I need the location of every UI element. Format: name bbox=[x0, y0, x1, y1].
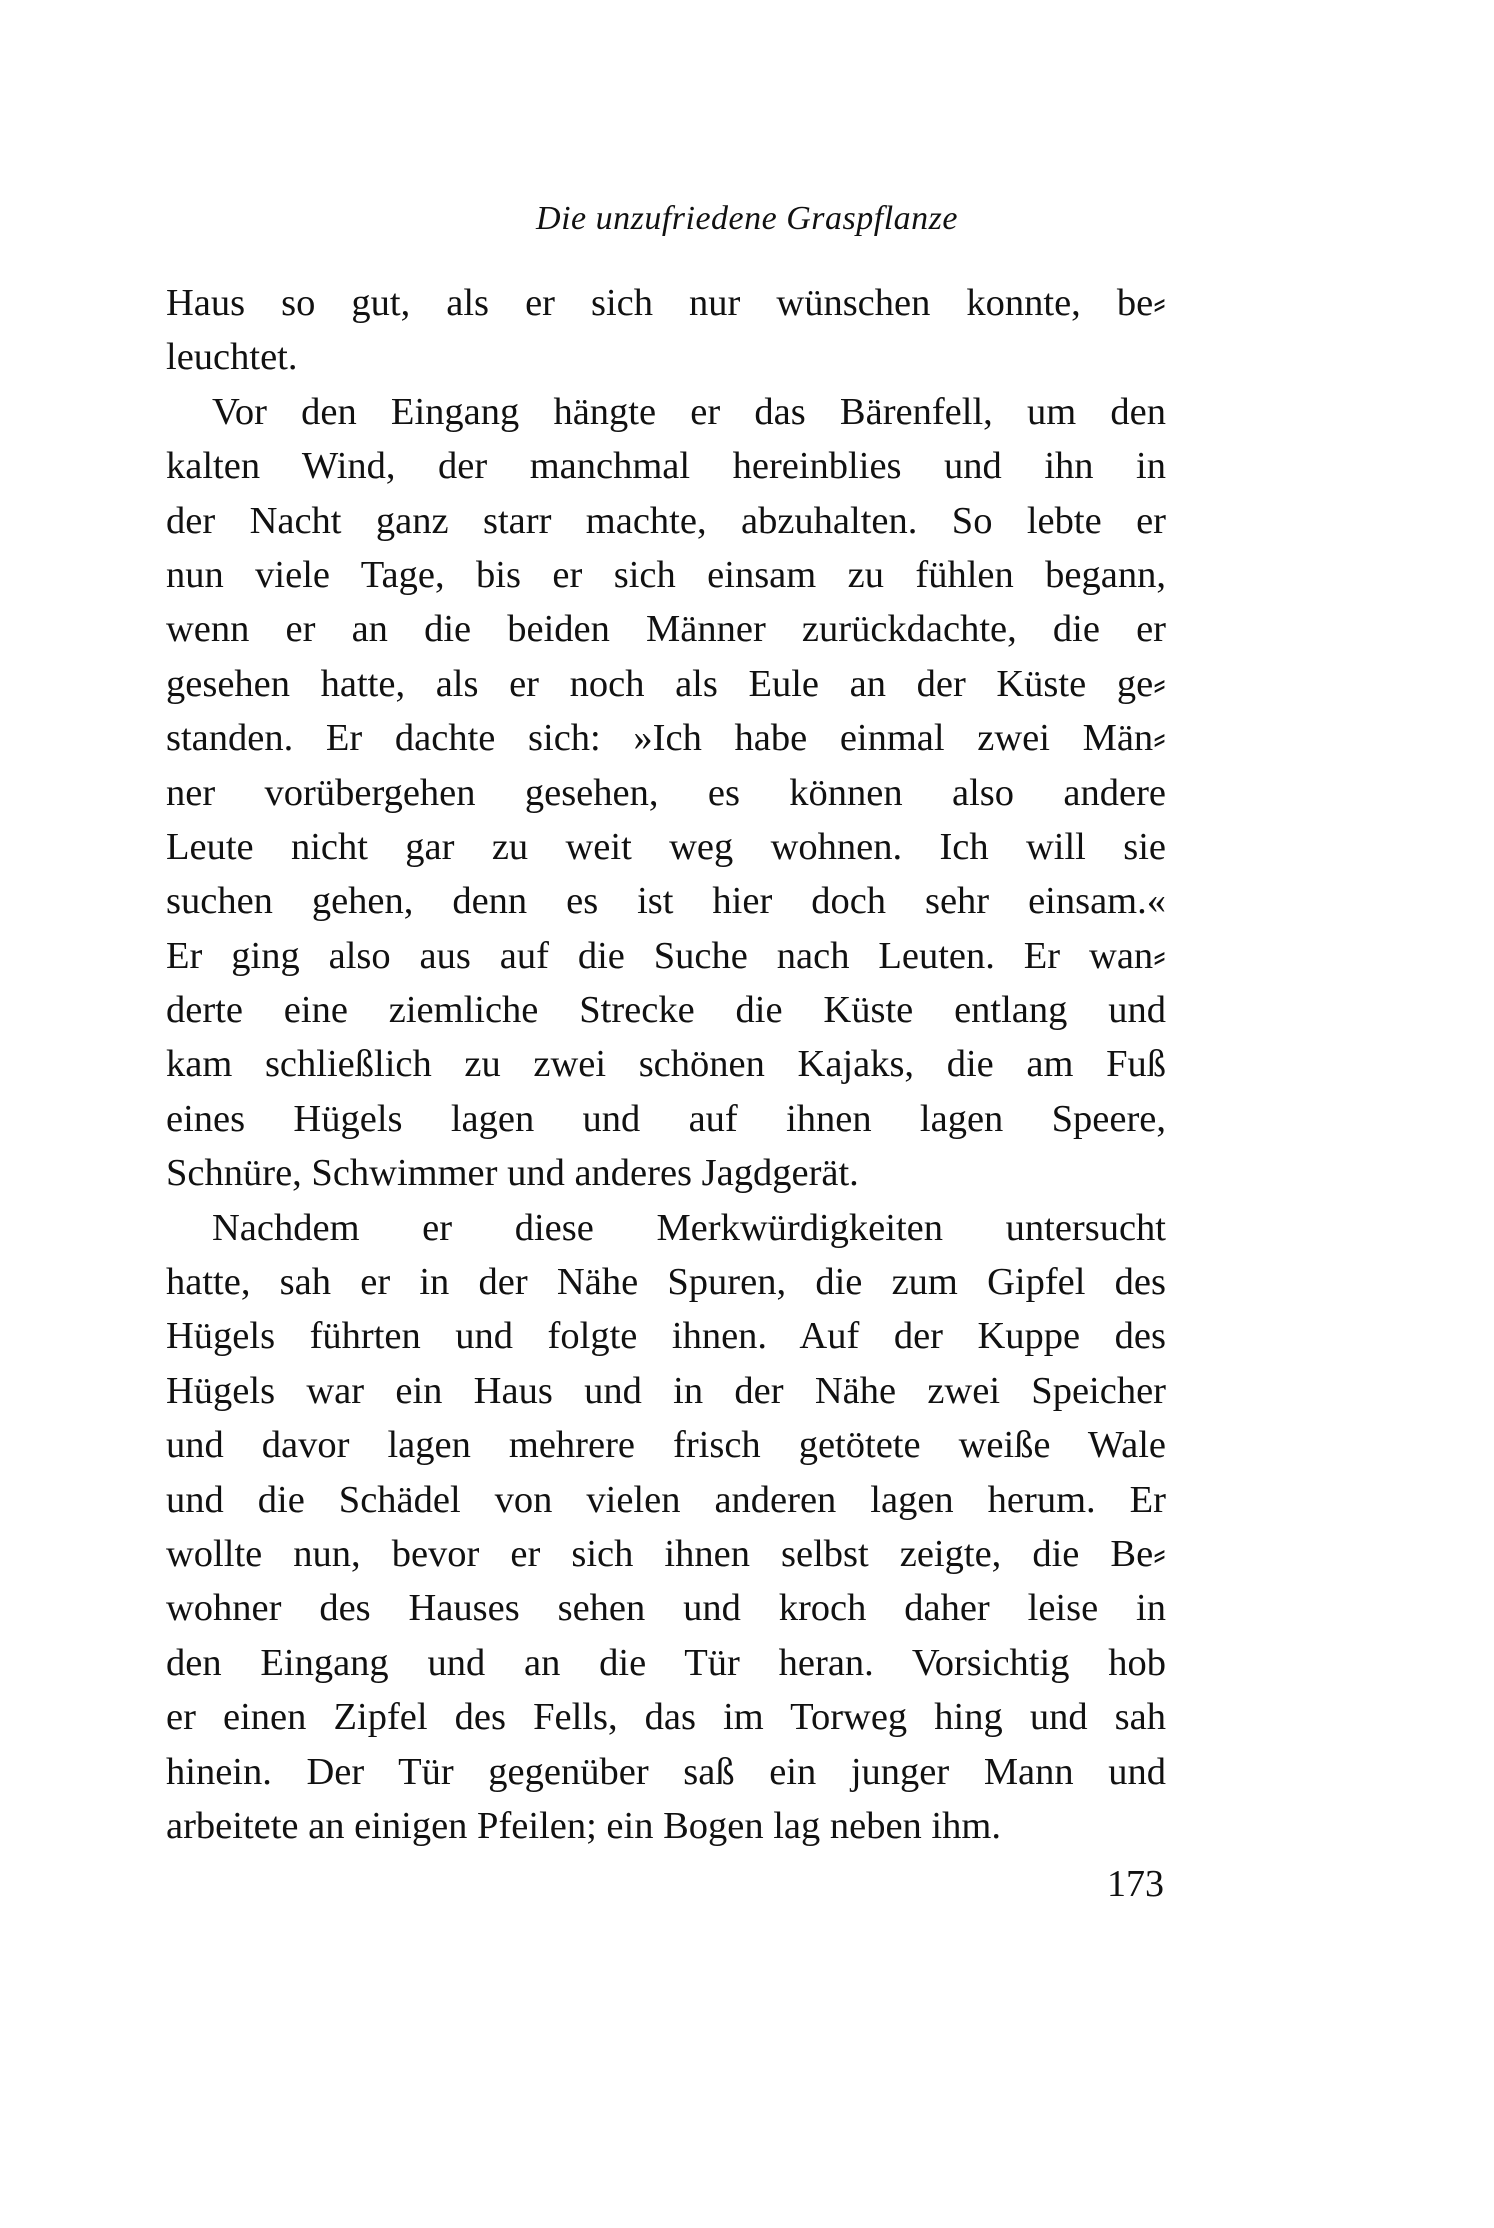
text-line: Hügels war ein Haus und in der Nähe zwei Speicher bbox=[166, 1369, 1166, 1412]
text-line: leuchtet. bbox=[166, 336, 298, 379]
text-line: standen. Er dachte sich: »Ich habe einmal zwei Män⸗ bbox=[166, 717, 1166, 760]
text-line: derte eine ziemliche Strecke die Küste entlang und bbox=[166, 989, 1166, 1032]
text-line: Hügels führten und folgte ihnen. Auf der Kuppe des bbox=[166, 1315, 1166, 1358]
text-line: Leute nicht gar zu weit weg wohnen. Ich will sie bbox=[166, 825, 1166, 868]
text-line: wenn er an die beiden Männer zurückdachte, die er bbox=[166, 608, 1166, 651]
text-line: hatte, sah er in der Nähe Spuren, die zum Gipfel des bbox=[166, 1261, 1166, 1304]
text-line: arbeitete an einigen Pfeilen; ein Bogen lag neben ihm. bbox=[166, 1804, 1001, 1847]
text-line: er einen Zipfel des Fells, das im Torweg hing und sah bbox=[166, 1696, 1166, 1739]
text-line: kalten Wind, der manchmal hereinblies und ihn in bbox=[166, 445, 1166, 488]
text-line: und die Schädel von vielen anderen lagen herum. Er bbox=[166, 1478, 1166, 1521]
text-line: und davor lagen mehrere frisch getötete weiße Wale bbox=[166, 1424, 1166, 1467]
text-line: suchen gehen, denn es ist hier doch sehr einsam.« bbox=[166, 880, 1166, 923]
text-line: wohner des Hauses sehen und kroch daher leise in bbox=[166, 1587, 1166, 1630]
text-line: Nachdem er diese Merkwürdigkeiten untersucht bbox=[212, 1206, 1166, 1249]
text-line: den Eingang und an die Tür heran. Vorsichtig hob bbox=[166, 1641, 1166, 1684]
text-line: ner vorübergehen gesehen, es können also andere bbox=[166, 771, 1166, 814]
paragraph bbox=[166, 385, 1166, 1201]
text-line: eines Hügels lagen und auf ihnen lagen Speere, bbox=[166, 1097, 1166, 1140]
text-line: Vor den Eingang hängte er das Bärenfell, um den bbox=[212, 390, 1166, 433]
running-head: Die unzufriedene Graspflanze bbox=[536, 200, 958, 237]
text-line: wollte nun, bevor er sich ihnen selbst zeigte, die Be⸗ bbox=[166, 1532, 1166, 1575]
text-line: Haus so gut, als er sich nur wünschen konnte, be⸗ bbox=[166, 282, 1166, 324]
text-line: hinein. Der Tür gegenüber saß ein junger Mann und bbox=[166, 1750, 1166, 1793]
paragraph bbox=[166, 276, 1166, 385]
page-number: 173 bbox=[1107, 1863, 1164, 1905]
paragraph bbox=[166, 1201, 1166, 1854]
text-line: kam schließlich zu zwei schönen Kajaks, die am Fuß bbox=[166, 1043, 1166, 1086]
body-text bbox=[166, 276, 1166, 1853]
text-line: Er ging also aus auf die Suche nach Leuten. Er wan⸗ bbox=[166, 934, 1166, 977]
text-line: nun viele Tage, bis er sich einsam zu fühlen begann, bbox=[166, 553, 1166, 596]
text-line: Schnüre, Schwimmer und anderes Jagdgerät. bbox=[166, 1152, 859, 1195]
text-line: der Nacht ganz starr machte, abzuhalten. So lebte er bbox=[166, 499, 1166, 542]
text-line: gesehen hatte, als er noch als Eule an der Küste ge⸗ bbox=[166, 662, 1166, 705]
